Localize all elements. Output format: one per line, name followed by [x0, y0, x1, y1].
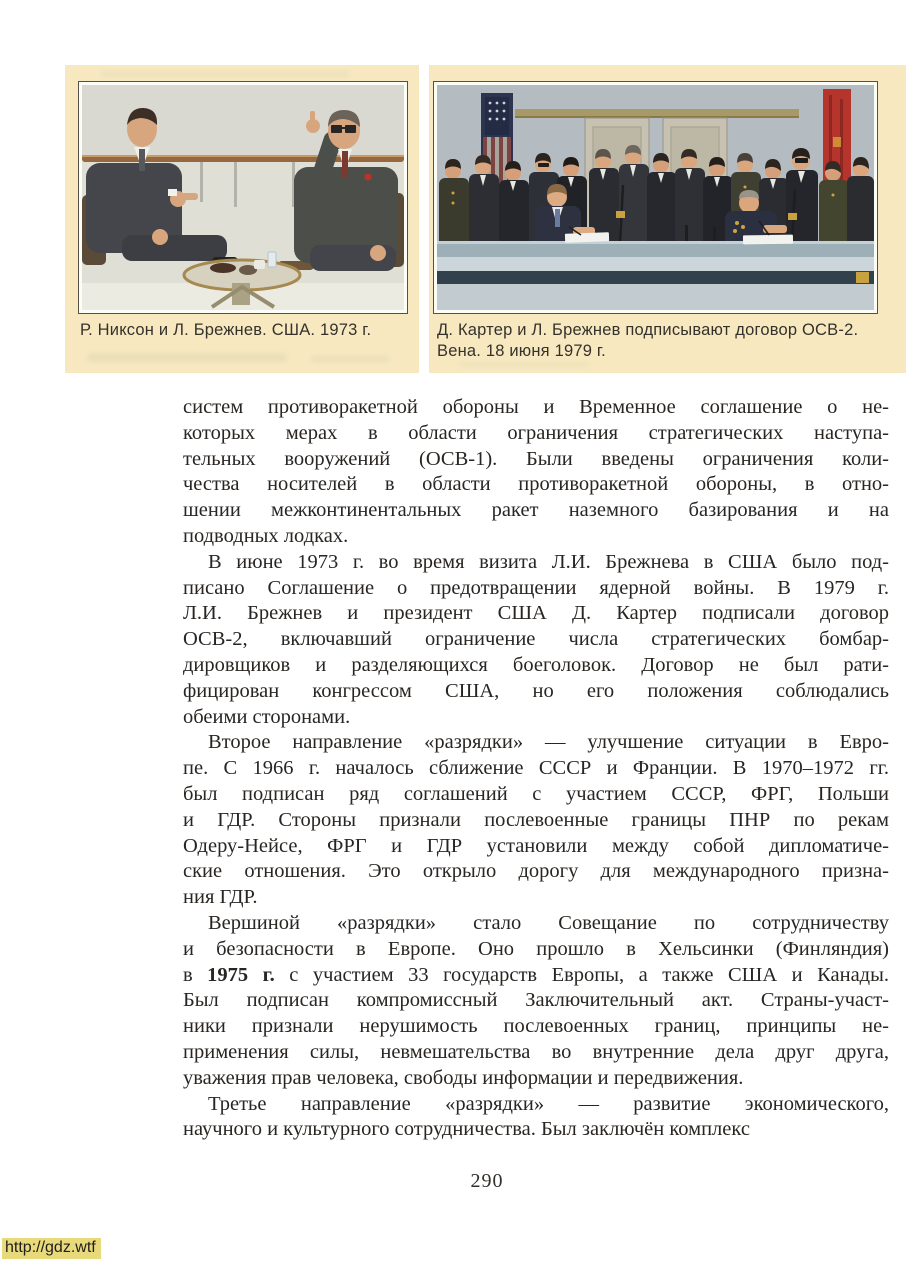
text-line: подводных лодках.	[183, 524, 349, 547]
print-bleedthrough	[459, 361, 589, 368]
paragraph	[183, 730, 889, 911]
caption-line: Д. Картер и Л. Брежнев подписывают договор ОСВ-2.	[437, 321, 859, 339]
figure-salt2-signing	[429, 65, 906, 373]
text-line: обеими сторонами.	[183, 705, 351, 728]
body-text	[183, 395, 889, 1143]
text-line: Был подписан компромиссный Заключительный акт. Страны-участ-	[183, 989, 889, 1012]
print-bleedthrough	[87, 353, 287, 362]
text-line: и безопасности в Европе. Оно прошло в Хельсинки (Финляндия)	[183, 937, 889, 960]
text-line: Третье направление «разрядки» — развитие экономического,	[208, 1092, 889, 1115]
text-line: чества носителей в области противоракетной обороны, в отно-	[183, 473, 889, 496]
paragraph	[183, 1092, 889, 1144]
text-line: Л.И. Брежнев и президент США Д. Картер подписали договор	[183, 602, 889, 625]
text-line: ские отношения. Это открыло дорогу для международного призна-	[183, 860, 889, 883]
text-line: фицирован конгрессом США, но его положения соблюдались	[183, 679, 889, 702]
text-line: Второе направление «разрядки» — улучшение ситуации в Евро-	[208, 731, 889, 754]
text-line: ники признали нерушимость послевоенных границ, принципы не-	[183, 1015, 889, 1038]
photo-nixon-brezhnev-art	[82, 85, 404, 310]
text-line: ния ГДР.	[183, 886, 258, 909]
paragraph	[183, 911, 889, 1092]
caption-line: Вена. 18 июня 1979 г.	[437, 341, 606, 360]
text-line: тельных вооружений (ОСВ-1). Были введены ограничения коли-	[183, 447, 889, 470]
text-line: пе. С 1966 г. началось сближение СССР и Франции. В 1970–1972 гг.	[183, 757, 889, 780]
text-line: систем противоракетной обороны и Временное соглашение о не-	[183, 396, 889, 418]
text-line: дировщиков и разделяющихся боеголовок. Договор не был рати-	[183, 653, 889, 676]
text-line: Одеру-Нейсе, ФРГ и ГДР установили между собой дипломатиче-	[183, 834, 889, 857]
text-line: Вершиной «разрядки» стало Совещание по сотрудничеству	[208, 911, 889, 934]
watermark-url: http://gdz.wtf	[2, 1238, 101, 1259]
text-line: шении межконтинентальных ракет наземного базирования и на	[183, 499, 889, 522]
text-line: в 1975 г. с участием 33 государств Европы, а также США и Канады.	[183, 963, 889, 986]
print-bleedthrough	[100, 70, 350, 78]
figure-nixon-brezhnev	[65, 65, 419, 373]
text-line: В июне 1973 г. во время визита Л.И. Брежнева в США было под-	[208, 550, 889, 573]
photo-nixon-brezhnev	[78, 81, 408, 314]
text-line: и ГДР. Стороны признали послевоенные границы ПНР по рекам	[183, 808, 889, 831]
text-line: ОСВ-2, включавший ограничение числа стратегических бомбар-	[183, 628, 889, 651]
figure-caption: Р. Никсон и Л. Брежнев. США. 1973 г.	[80, 321, 372, 339]
text-line: которых мерах в области ограничения стратегических наступа-	[183, 421, 889, 444]
paragraph	[183, 550, 889, 731]
paragraph	[183, 395, 889, 550]
text-line: писано Соглашение о предотвращении ядерной войны. В 1979 г.	[183, 576, 889, 599]
print-bleedthrough	[310, 355, 390, 363]
page-number: 290	[470, 1170, 504, 1192]
text-line: научного и культурного сотрудничества. Был заключён комплекс	[183, 1118, 750, 1141]
text-line: был подписан ряд соглашений с участием СССР, ФРГ, Польши	[183, 782, 889, 805]
figure-caption	[437, 320, 899, 361]
text-line: уважения прав человека, свободы информации и передвижения.	[183, 1066, 744, 1089]
photo-salt2-signing-art	[437, 85, 874, 310]
photo-salt2-signing	[433, 81, 878, 314]
text-line: применения силы, невмешательства во внутренние дела друг друга,	[183, 1040, 889, 1063]
